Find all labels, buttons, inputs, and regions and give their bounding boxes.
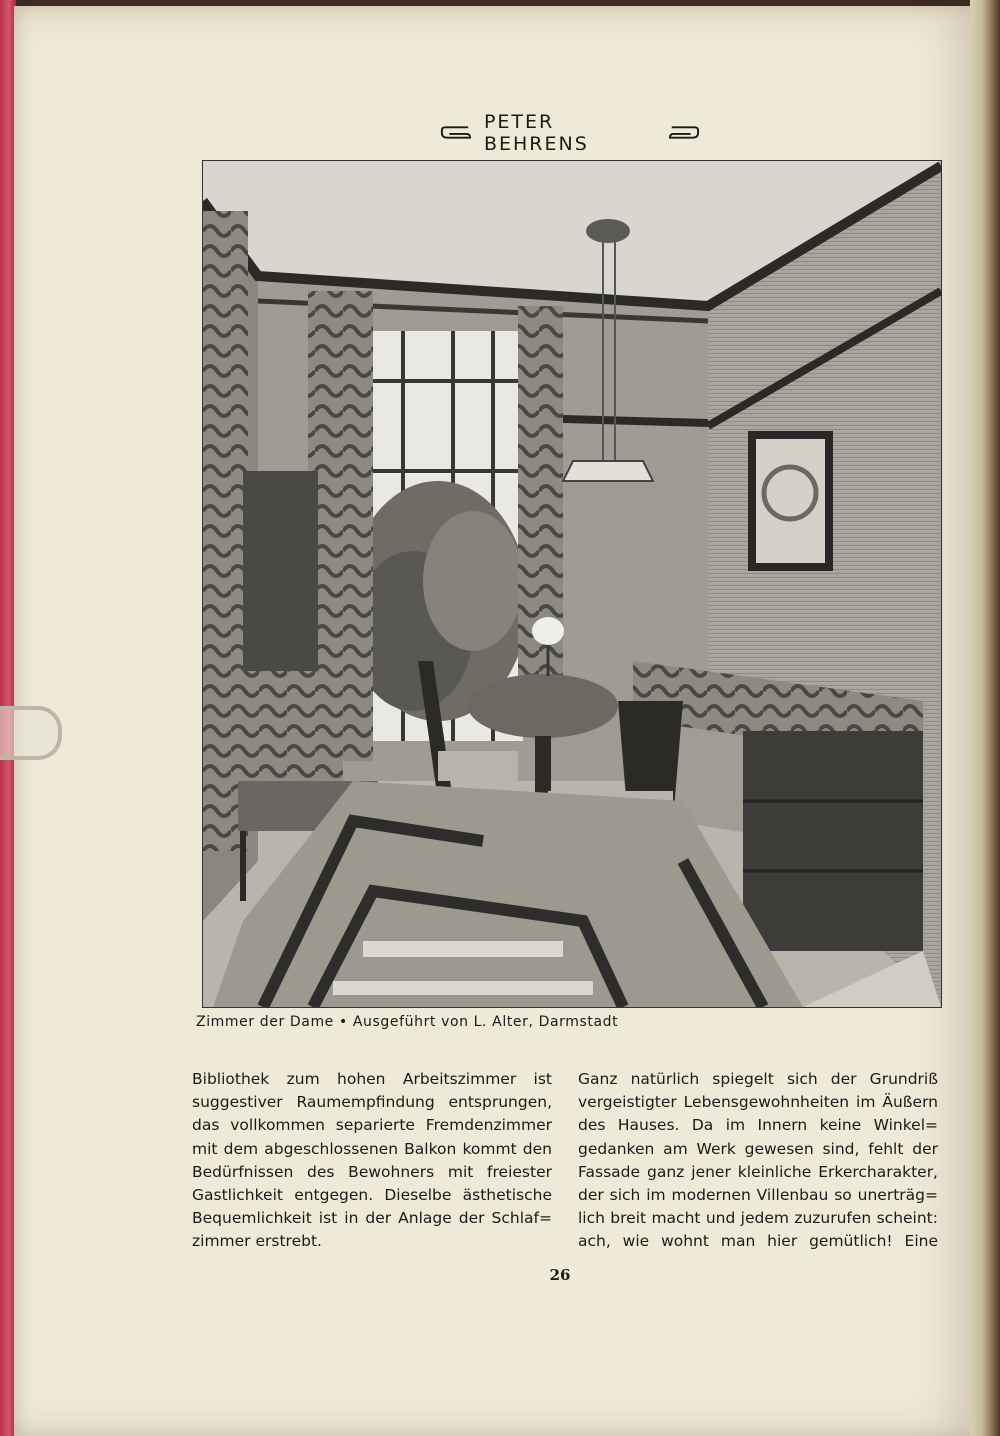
room-illustration <box>203 161 941 1007</box>
figure-caption: Zimmer der Dame • Ausgeführt von L. Alter, Darmstadt <box>196 1014 619 1030</box>
text-line: gedanken am Werk gewesen sind, fehlt der <box>578 1139 938 1158</box>
ornament-left-icon <box>440 126 472 140</box>
text-line: des Hauses. Da im Innern keine Winkel= <box>578 1116 938 1135</box>
text-line: ach, wie wohnt man hier gemütlich! Eine <box>578 1232 938 1251</box>
text-line: das vollkommen separierte Fremdenzimmer <box>192 1116 552 1135</box>
text-line: Bequemlichkeit ist in der Anlage der Schlaf= <box>192 1209 552 1228</box>
text-line: Gastlichkeit entgegen. Dieselbe ästhetische <box>192 1186 552 1205</box>
text-line: Ganz natürlich spiegelt sich der Grundriß <box>578 1070 938 1088</box>
text-column-left <box>192 1068 552 1254</box>
text-line: zimmer erstrebt. <box>192 1232 322 1251</box>
text-line: Fassade ganz jener kleinliche Erkercharakter, <box>578 1162 938 1181</box>
ornament-right-icon <box>668 126 700 140</box>
text-line: der sich im modernen Villenbau so unerträg= <box>578 1186 938 1205</box>
page-number: 26 <box>549 1266 571 1284</box>
text-column-right <box>578 1068 938 1254</box>
page-gutter <box>970 0 1000 1436</box>
text-line: Bibliothek zum hohen Arbeitszimmer ist <box>192 1070 552 1088</box>
text-line: vergeistigter Lebensgewohnheiten im Äußern <box>578 1093 938 1112</box>
text-line: lich breit macht und jedem zuzurufen scheint: <box>578 1209 938 1228</box>
running-head-title: PETER BEHRENS <box>483 111 589 155</box>
text-line: suggestiver Raumempfindung entsprungen, <box>192 1093 552 1112</box>
text-line: Bedürfnissen des Bewohners mit freiester <box>192 1162 552 1181</box>
text-line: mit dem abgeschlossenen Balkon kommt den <box>192 1139 552 1158</box>
page-clip <box>0 706 62 760</box>
running-head <box>440 111 700 155</box>
interior-room-photo <box>202 160 942 1008</box>
